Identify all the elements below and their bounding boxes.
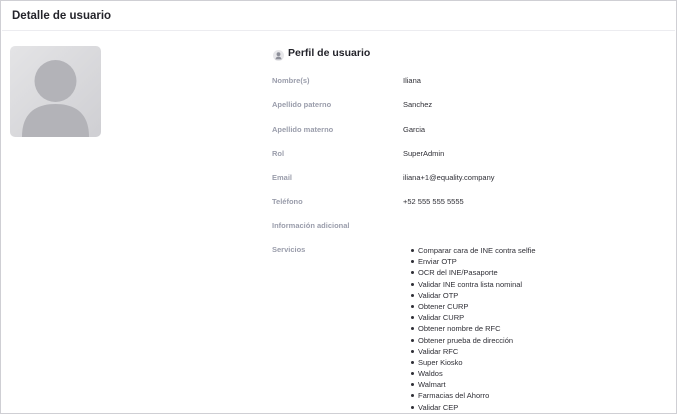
- field-value: Garcia: [403, 125, 426, 134]
- field-label: Información adicional: [272, 221, 350, 230]
- list-item: Super Kiosko: [411, 357, 536, 368]
- list-item: Obtener prueba de dirección: [411, 335, 536, 346]
- list-item: Validar RFC: [411, 346, 536, 357]
- list-item: Waldos: [411, 368, 536, 379]
- field-label: Teléfono: [272, 197, 303, 206]
- page-header: [2, 2, 675, 31]
- list-item: OCR del INE/Pasaporte: [411, 267, 536, 278]
- field-label: Email: [272, 173, 293, 182]
- list-item: Comparar cara de INE contra selfie: [411, 245, 536, 256]
- field-label: Nombre(s): [272, 76, 310, 85]
- list-item: Validar OTP: [411, 290, 536, 301]
- field-label: Apellido paterno: [272, 100, 332, 109]
- profile-section-header: [273, 46, 370, 60]
- field-value: Iliana: [403, 76, 421, 85]
- profile-section-title: Perfil de usuario: [288, 47, 371, 59]
- avatar: [10, 46, 101, 137]
- field-label: Apellido materno: [272, 125, 334, 134]
- field-label: Rol: [272, 149, 285, 158]
- default-avatar-icon: [10, 46, 101, 137]
- list-item: Farmacias del Ahorro: [411, 390, 536, 401]
- field-value: iliana+1@equality.company: [403, 173, 495, 182]
- list-item: Walmart: [411, 379, 536, 390]
- services-list: [411, 245, 536, 413]
- field-value: SuperAdmin: [403, 149, 445, 158]
- page-title: Detalle de usuario: [12, 10, 112, 22]
- list-item: Obtener CURP: [411, 301, 536, 312]
- field-value: Sanchez: [403, 100, 433, 109]
- list-item: Validar INE contra lista nominal: [411, 279, 536, 290]
- field-value: +52 555 555 5555: [403, 197, 464, 206]
- list-item: Enviar OTP: [411, 256, 536, 267]
- list-item: Validar CURP: [411, 312, 536, 323]
- list-item: Validar CEP: [411, 402, 536, 413]
- services-label: Servicios: [272, 245, 306, 254]
- list-item: Obtener nombre de RFC: [411, 323, 536, 334]
- user-icon: [273, 48, 284, 59]
